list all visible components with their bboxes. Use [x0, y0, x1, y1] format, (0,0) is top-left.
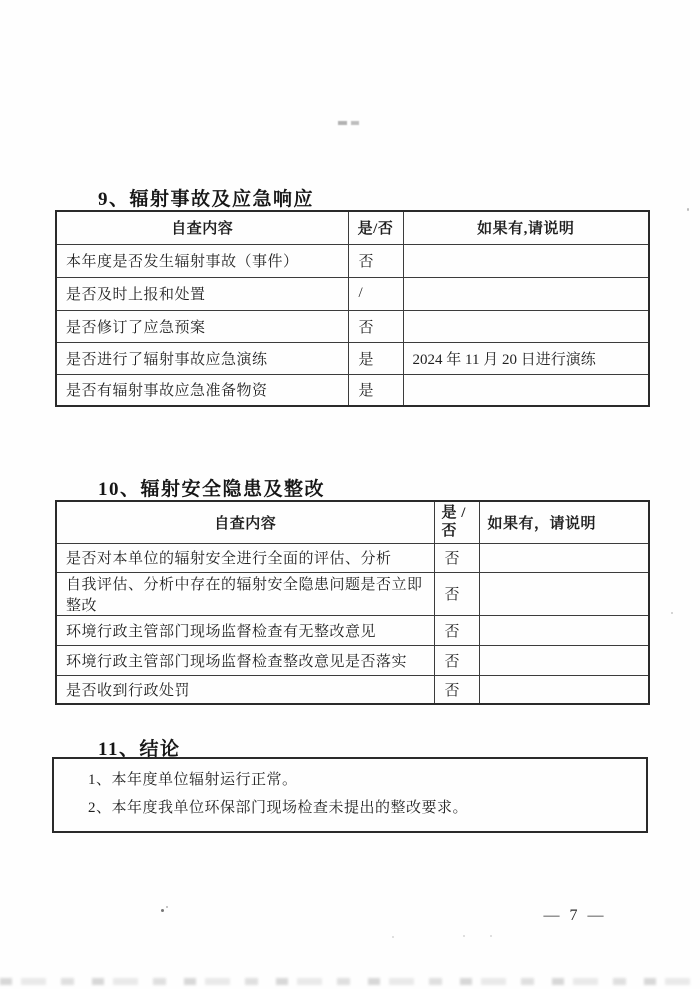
column-header-self-check-content: 自查内容: [56, 211, 348, 244]
row-question: 环境行政主管部门现场监督检查有无整改意见: [56, 615, 434, 645]
conclusion-item: 1、本年度单位辐射运行正常。: [88, 772, 298, 788]
column-header-explanation: 如果有，请说明: [479, 501, 649, 543]
row-note: [479, 572, 649, 615]
table-row: [56, 244, 649, 277]
scan-speck: [392, 936, 394, 938]
yes-no-line1: 是 /: [441, 505, 466, 522]
scan-speck: [161, 909, 164, 912]
table-header-row: [56, 501, 649, 543]
column-header-self-check-content: 自查内容: [56, 501, 434, 543]
row-answer: 否: [348, 310, 403, 342]
column-header-yes-no: [434, 501, 479, 543]
row-question: 本年度是否发生辐射事故（事件）: [56, 244, 348, 277]
row-question: 是否收到行政处罚: [56, 675, 434, 704]
section-11-title: 11、结论: [98, 739, 181, 760]
scan-bleedthrough-strip: [0, 978, 700, 985]
table-row: [56, 645, 649, 675]
scan-speck: [671, 612, 673, 614]
column-header-explanation: 如果有,请说明: [403, 211, 649, 244]
row-answer: /: [348, 277, 403, 310]
row-answer: 是: [348, 374, 403, 406]
yes-no-line2: 否: [441, 523, 458, 540]
table-header-row: [56, 211, 649, 244]
row-note: [479, 675, 649, 704]
row-question: 自我评估、分析中存在的辐射安全隐患问题是否立即整改: [56, 572, 434, 615]
row-note: [403, 374, 649, 406]
section-10-table: [55, 500, 650, 705]
table-row: [56, 543, 649, 572]
row-note: [479, 543, 649, 572]
section-9-title: 9、辐射事故及应急响应: [98, 189, 315, 210]
conclusion-content: [54, 759, 646, 822]
table-row: [56, 374, 649, 406]
row-answer: 否: [434, 645, 479, 675]
scan-speck: [490, 935, 492, 937]
scan-speck: [166, 906, 168, 908]
row-question: 是否修订了应急预案: [56, 310, 348, 342]
table-row: [56, 572, 649, 615]
scan-speck: [463, 935, 465, 937]
table-row: [56, 675, 649, 704]
row-answer: 是: [348, 342, 403, 374]
table-row: [56, 277, 649, 310]
row-answer: 否: [434, 615, 479, 645]
table-row: [56, 342, 649, 374]
column-header-yes-no: 是/否: [348, 211, 403, 244]
conclusion-box: [52, 757, 648, 833]
row-note: [479, 645, 649, 675]
row-question: 是否进行了辐射事故应急演练: [56, 342, 348, 374]
section-10-title: 10、辐射安全隐患及整改: [98, 479, 326, 500]
section-9-table: [55, 210, 650, 407]
row-note: [403, 244, 649, 277]
row-note: 2024 年 11 月 20 日进行演练: [403, 342, 649, 374]
row-answer: 否: [348, 244, 403, 277]
row-answer: 否: [434, 543, 479, 572]
row-question: 是否对本单位的辐射安全进行全面的评估、分析: [56, 543, 434, 572]
row-question: 是否及时上报和处置: [56, 277, 348, 310]
scan-speck: [687, 208, 689, 211]
row-note: [403, 277, 649, 310]
row-answer: 否: [434, 572, 479, 615]
scan-smudge: [338, 121, 359, 125]
row-question: 环境行政主管部门现场监督检查整改意见是否落实: [56, 645, 434, 675]
page-number: — 7 —: [543, 907, 607, 924]
row-question: 是否有辐射事故应急准备物资: [56, 374, 348, 406]
row-note: [479, 615, 649, 645]
table-row: [56, 615, 649, 645]
table-row: [56, 310, 649, 342]
row-answer: 否: [434, 675, 479, 704]
row-note: [403, 310, 649, 342]
conclusion-item: 2、本年度我单位环保部门现场检查未提出的整改要求。: [88, 800, 469, 816]
